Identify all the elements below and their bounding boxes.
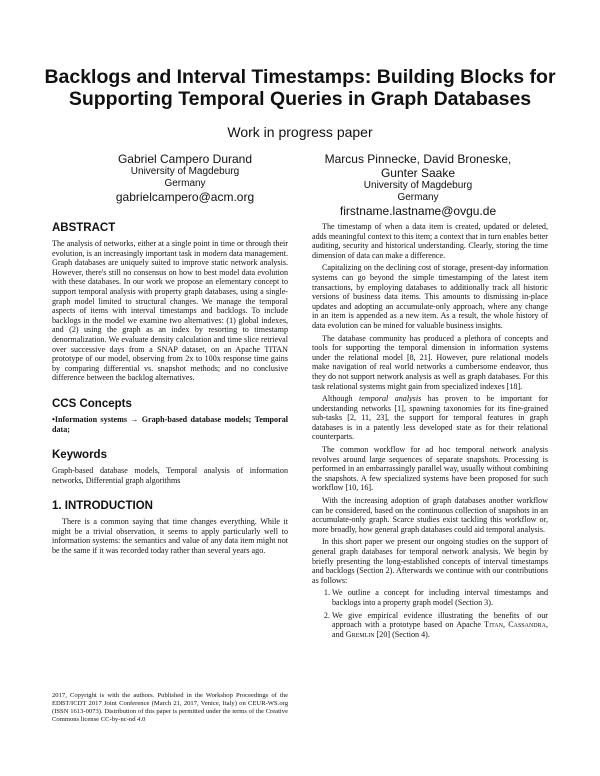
abstract-heading: ABSTRACT [52,222,116,234]
right-column [312,222,548,642]
list-item: 1. We outline a concept for including interval timestamps and backlogs into a property graph model (Section 3). [332,588,548,607]
text-span: We give empirical evidence illustrating the benefits of our approach with a prototype based on Apache [332,610,548,630]
system-name: Gremlin [345,629,375,639]
contributions-list [312,588,548,639]
text-span: Although [322,394,360,404]
text-span: , and [332,620,548,639]
body-paragraph: Capitalizing on the declining cost of storage, present-day information systems can go beyond the simple timestamping of the latest item transactions, by employing databases to additionally track all historic versions of business data items. This amounts to dismissing in-place updates and adopting an accumulate-only approach, where any change in an item is appended as a new item. As a result, the whole history of data evolution can be mined for valuable business insights. [312,263,548,330]
paper-subtitle: Work in progress paper [227,124,373,140]
body-paragraph: With the increasing adoption of graph databases another workflow can be considered, based on the continuous collection of snapshots in an accumulate-only graph. Scarce studies exist tackling this workflow or, more broadly, how general graph databases could aid temporal analysis. [312,496,548,534]
body-paragraph: In this short paper we present our ongoing studies on the support of general graph databases for temporal network analysis. We begin by briefly presenting the long-established concepts of interval timestamps and backlogs (Section 2). Afterwards we continue with our contributions as follows: [312,537,548,585]
ccs-heading: CCS Concepts [52,397,132,410]
body-paragraph: The database community has produced a plethora of concepts and tools for supporting the temporal dimension in information systems under the relational model [8, 21]. However, pure relational models make navigation of real world networks a cumbersome endeavor, thus they do not support network analysis as well as graph databases. For this task relational systems might gain from specialized indexes [18]. [312,333,548,391]
copyright-footnote: 2017, Copyright is with the authors. Published in the Workshop Proceedings of the EDBT/ICDT 2017 Joint Conference (March 21, 2017, Venice, Italy) on CEUR-WS.org (ISSN 1613-0073). Distribution of this paper is permitted under the terms of the Creative Commons license CC-by-nc-nd 4.0 [52,692,288,723]
ccs-concepts: •Information systems → Graph-based database models; Temporal data; [52,414,288,434]
body-paragraph: The common workflow for ad hoc temporal network analysis revolves around large sequences of separate snapshots. Processing is performed in an embarrassingly parallel way, usually without combining the snapshots. A few specialized systems have been proposed for such workflow [10, 16]. [312,445,548,493]
abstract-text: The analysis of networks, either at a single point in time or through their evolution, is an increasingly important task in modern data management. Graph databases are uniquely suited to improve static network analysis. However, there's still no consensus on how to best model data evolution with these databases. In our work we propose an elementary concept to support temporal analysis with property graph databases, using a single-graph model limited to structural changes. We manage the temporal aspects of items with interval timestamps and backlogs. To include backlogs in the model we examine two alternatives: (1) global indexes, and (2) using the graph as an index by resorting to timestamp denormalization. We evaluate density calculation and time slice retrieval over successive days from a SNAP dataset, on an Apache TITAN prototype of our model, observing from 2x to 100x response time gains by comparing differential vs. snapshot methods; and no conclusive difference between the backlog alternatives. [52,239,288,383]
author-email: firstname.lastname@ovgu.de [339,204,497,218]
text-span: [20] (Section 4). [374,629,430,639]
text-span: , [502,620,509,630]
paper-title: Backlogs and Interval Timestamps: Building Blocks for Supporting Temporal Queries in Graph Databases [44,66,556,110]
author-country: Germany [397,192,439,203]
author-affiliation: University of Magdeburg [363,180,473,191]
author-block-1 [70,152,300,204]
text-span: has proven to be important for understanding networks [1], spawning taxonomies for its fine-grained sub-tasks [2, 11, 23], the support for temporal features in graph databases is in a patently less developed state as for their relational counterparts. [312,394,549,442]
body-paragraph [312,394,548,442]
author-email: gabrielcampero@acm.org [115,190,255,204]
author-name-continued: Gunter Saake [380,166,456,180]
introduction-paragraph: There is a common saying that time changes everything. While it might be a trivial observation, it seems to apply particularly well to information systems: the semantics and value of any data item might not be the same if it was recorded today rather than several years ago. [52,517,288,556]
author-affiliation: University of Magdeburg [130,166,240,177]
left-column [52,222,288,559]
author-block-2 [303,152,533,218]
list-item [332,611,548,640]
author-country: Germany [164,178,206,189]
author-name: Marcus Pinnecke, David Broneske, [324,152,512,166]
keywords-text: Graph-based database models, Temporal analysis of information networks, Differential graph algorithms [52,466,288,485]
author-name: Gabriel Campero Durand [117,152,253,166]
system-name: Titan [484,620,503,630]
body-paragraph: The timestamp of when a data item is created, updated or deleted, adds meaningful context to this item; a context that in turn enables better auditing, security and historical understanding. Clearly, storing the time dimension of data can make a difference. [312,222,549,260]
system-name: Cassandra [508,620,546,630]
keywords-heading: Keywords [52,449,107,462]
introduction-heading: 1. INTRODUCTION [52,500,153,513]
emphasis-term: temporal analysis [359,394,422,404]
